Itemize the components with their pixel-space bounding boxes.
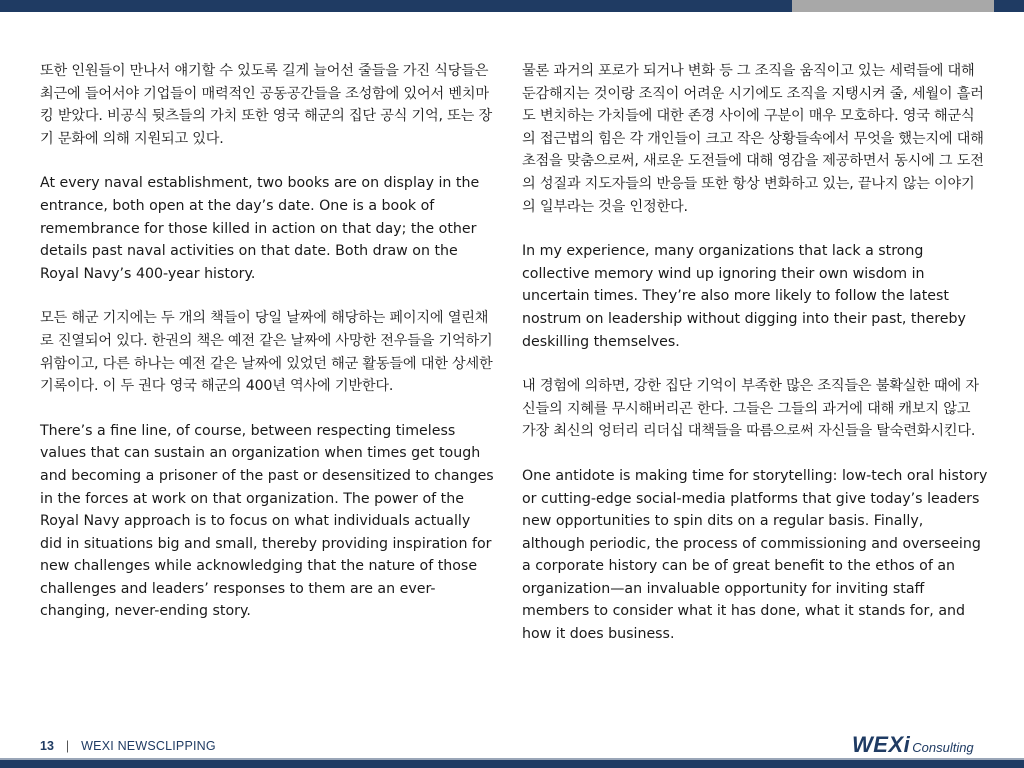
logo-brand: WEXi xyxy=(852,732,911,757)
wexi-consulting-logo xyxy=(852,732,974,758)
paragraph-korean-1: 또한 인원들이 만나서 얘기할 수 있도록 길게 늘어선 줄들을 가진 식당들은 최근에 들어서야 기업들이 매력적인 공동공간들을 조성함에 있어서 벤치마킹 받았다. 비공식 뒷츠들의 가치 또한 영국 해군의 집단 공식 기억, 또는 장기 문화에 의해 지원되고 있다. xyxy=(40,63,492,147)
paragraph-english-2: There’s a fine line, of course, between respecting timeless values that can sustain an organization when times get tough and becoming a prisoner of the past or desensitized to changes in the forces at work on that organization. The power of the Royal Navy approach is to focus on what individuals actually did in situations big and small, thereby providing inspiration for new challenges while acknowledging that the nature of those challenges and leaders’ responses to them are an ever-changing, never-ending story. xyxy=(40,422,494,620)
bottom-bar xyxy=(0,760,1024,768)
right-column xyxy=(522,60,988,668)
paragraph-korean-3: 물론 과거의 포로가 되거나 변화 등 그 조직을 움직이고 있는 세력들에 대해 둔감해지는 것이랑 조직이 어려운 시기에도 조직을 지탱시켜 줄, 세월이 흘러도 변치하는 가치들에 대한 존경 사이에 구분이 매우 모호하다. 영국 해군식의 접근법의 힘은 각 개인들이 크고 작은 상황들속에서 무엇을 했는지에 대해 초점을 맞춤으로써, 새로운 도전들에 대해 영감을 제공하면서 동시에 그 도전의 성질과 지도자들의 반응들 또한 항상 변화하고 있는, 끝나지 않는 이야기의 일부라는 것을 인정한다. xyxy=(522,63,984,215)
top-bar-accent xyxy=(792,0,994,12)
paragraph-korean-4: 내 경험에 의하면, 강한 집단 기억이 부족한 많은 조직들은 불확실한 때에 자신들의 지혜를 무시해버리곤 한다. 그들은 그들의 과거에 대해 캐보지 않고 가장 최신의 엉터리 리더십 대책들을 따름으로써 자신들을 탈숙련화시킨다. xyxy=(522,378,979,440)
footer xyxy=(40,739,216,753)
footer-separator: | xyxy=(65,739,70,753)
paragraph-korean-2: 모든 해군 기지에는 두 개의 책들이 당일 날짜에 해당하는 페이지에 열린채로 진열되어 있다. 한권의 책은 예전 같은 날짜에 사망한 전우들을 기억하기 위함이고, 다른 하나는 예전 같은 날짜에 있었던 해군 활동들에 대한 상세한 기록이다. 이 두 권다 영국 해군의 400년 역사에 기반한다. xyxy=(40,310,493,395)
paragraph-english-1: At every naval establishment, two books are on display in the entrance, both open at the day’s date. One is a book of remembrance for those killed in action on that day; the other details past naval activities on that date. Both draw on the Royal Navy’s 400-year history. xyxy=(40,175,480,282)
publication-name: WEXI NEWSCLIPPING xyxy=(81,739,216,753)
page-number: 13 xyxy=(40,739,54,753)
top-bar-end xyxy=(994,0,1024,12)
logo-suffix: Consulting xyxy=(912,740,974,755)
left-column xyxy=(40,60,495,645)
paragraph-english-3: In my experience, many organizations that lack a strong collective memory wind up ignoring their own wisdom in uncertain times. They’re also more likely to follow the latest nostrum on leadership without digging into their past, thereby deskilling themselves. xyxy=(522,243,966,350)
paragraph-english-4: One antidote is making time for storytelling: low-tech oral history or cutting-edge social-media platforms that give today’s leaders new opportunities to spin dits on a regular basis. Finally, although periodic, the process of commissioning and overseeing a corporate history can be of great benefit to the ethos of an organization—an invaluable opportunity for inviting staff members to consider what it has done, what it stands for, and how it does business. xyxy=(522,467,988,643)
top-bar xyxy=(0,0,792,12)
